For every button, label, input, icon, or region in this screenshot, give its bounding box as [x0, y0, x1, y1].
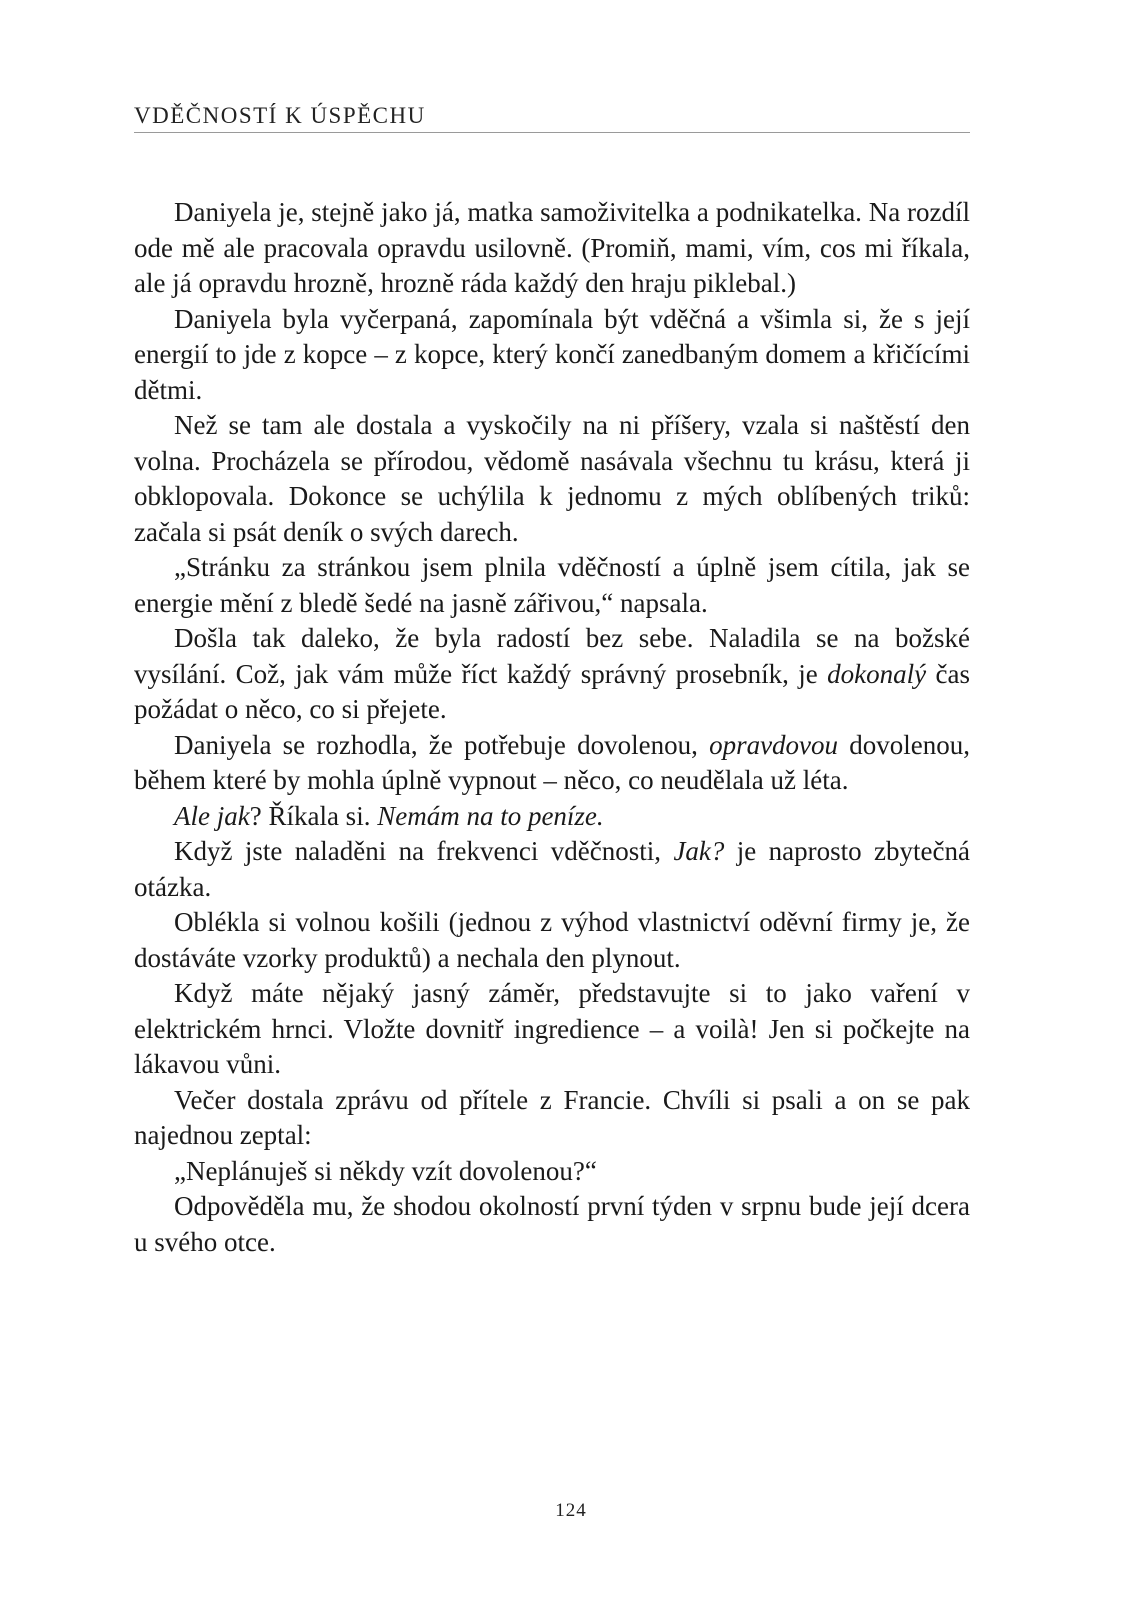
text-run: čas požádat o něco, co si přejete.: [134, 658, 970, 724]
paragraph: [134, 302, 970, 409]
paragraph: [134, 728, 970, 799]
paragraph: [134, 550, 970, 621]
text-run: „Stránku za stránkou jsem plnila vděčností a úplně jsem cítila, jak se energie mění z bledě šedé na jasně zářivou,“ napsala.: [134, 552, 970, 618]
text-run: „Neplánuješ si někdy vzít dovolenou?“: [174, 1155, 597, 1186]
paragraph: [134, 1154, 970, 1190]
text-run: Daniyela je, stejně jako já, matka samoživitelka a podnikatelka. Na rozdíl ode mě ale pracovala opravdu usilovně. (Promiň, mami, vím, cos mi říkala, ale já opravdu hrozně, hrozně ráda každý den hraju piklebal.): [134, 197, 970, 298]
paragraph: [134, 976, 970, 1083]
text-run: dovolenou, během které by mohla úplně vypnout – něco, co neudělala už léta.: [134, 729, 970, 795]
italic-text: Ale jak: [174, 800, 250, 831]
text-run: Oblékla si volnou košili (jednou z výhod vlastnictví oděvní firmy je, že dostáváte vzorky produktů) a nechala den plynout.: [134, 907, 970, 973]
header-divider: [134, 132, 970, 133]
running-head-title: VDĚČNOSTÍ K ÚSPĚCHU: [134, 103, 426, 128]
text-run: Došla tak daleko, že byla radostí bez sebe. Naladila se na božské vysílání. Což, jak vám může říct každý správný prosebník, je: [134, 623, 970, 689]
paragraph: [134, 621, 970, 728]
text-run: Než se tam ale dostala a vyskočily na ni příšery, vzala si naštěstí den volna. Procházela se přírodou, vědomě nasávala všechnu tu krásu, která ji obklopovala. Dokonce se uchýlila k jednomu z mých oblíbených triků: začala si psát deník o svých darech.: [134, 410, 970, 547]
paragraph: [134, 905, 970, 976]
paragraph: [134, 799, 970, 835]
text-run: Když jste naladěni na frekvenci vděčnosti,: [174, 836, 674, 866]
paragraph: [134, 195, 970, 302]
text-run: Daniyela byla vyčerpaná, zapomínala být vděčná a všimla si, že s její energií to jde z kopce – z kopce, který končí zanedbaným domem a křičícími dětmi.: [134, 303, 970, 405]
text-run: Večer dostala zprávu od přítele z Francie. Chvíli si psali a on se pak najednou zeptal:: [134, 1084, 970, 1150]
text-run: je naprosto zbytečná otázka.: [134, 836, 970, 902]
paragraph: [134, 1083, 970, 1154]
italic-text: Nemám na to peníze.: [377, 800, 604, 831]
italic-text: Jak?: [673, 836, 725, 866]
paragraph: [134, 834, 970, 905]
text-run: ? Říkala si.: [249, 800, 378, 831]
italic-text: dokonalý: [827, 658, 927, 689]
paragraph: [134, 408, 970, 550]
paragraph: [134, 1189, 970, 1260]
text-run: Odpověděla mu, že shodou okolností první týden v srpnu bude její dcera u svého otce.: [134, 1191, 970, 1257]
page-number: 124: [555, 1500, 587, 1521]
body-text: [134, 195, 970, 1260]
text-run: Daniyela se rozhodla, že potřebuje dovolenou,: [174, 729, 710, 760]
italic-text: opravdovou: [709, 729, 839, 760]
text-run: Když máte nějaký jasný záměr, představujte si to jako vaření v elektrickém hrnci. Vložte dovnitř ingredience – a voilà! Jen si počkejte na lákavou vůni.: [134, 978, 970, 1079]
